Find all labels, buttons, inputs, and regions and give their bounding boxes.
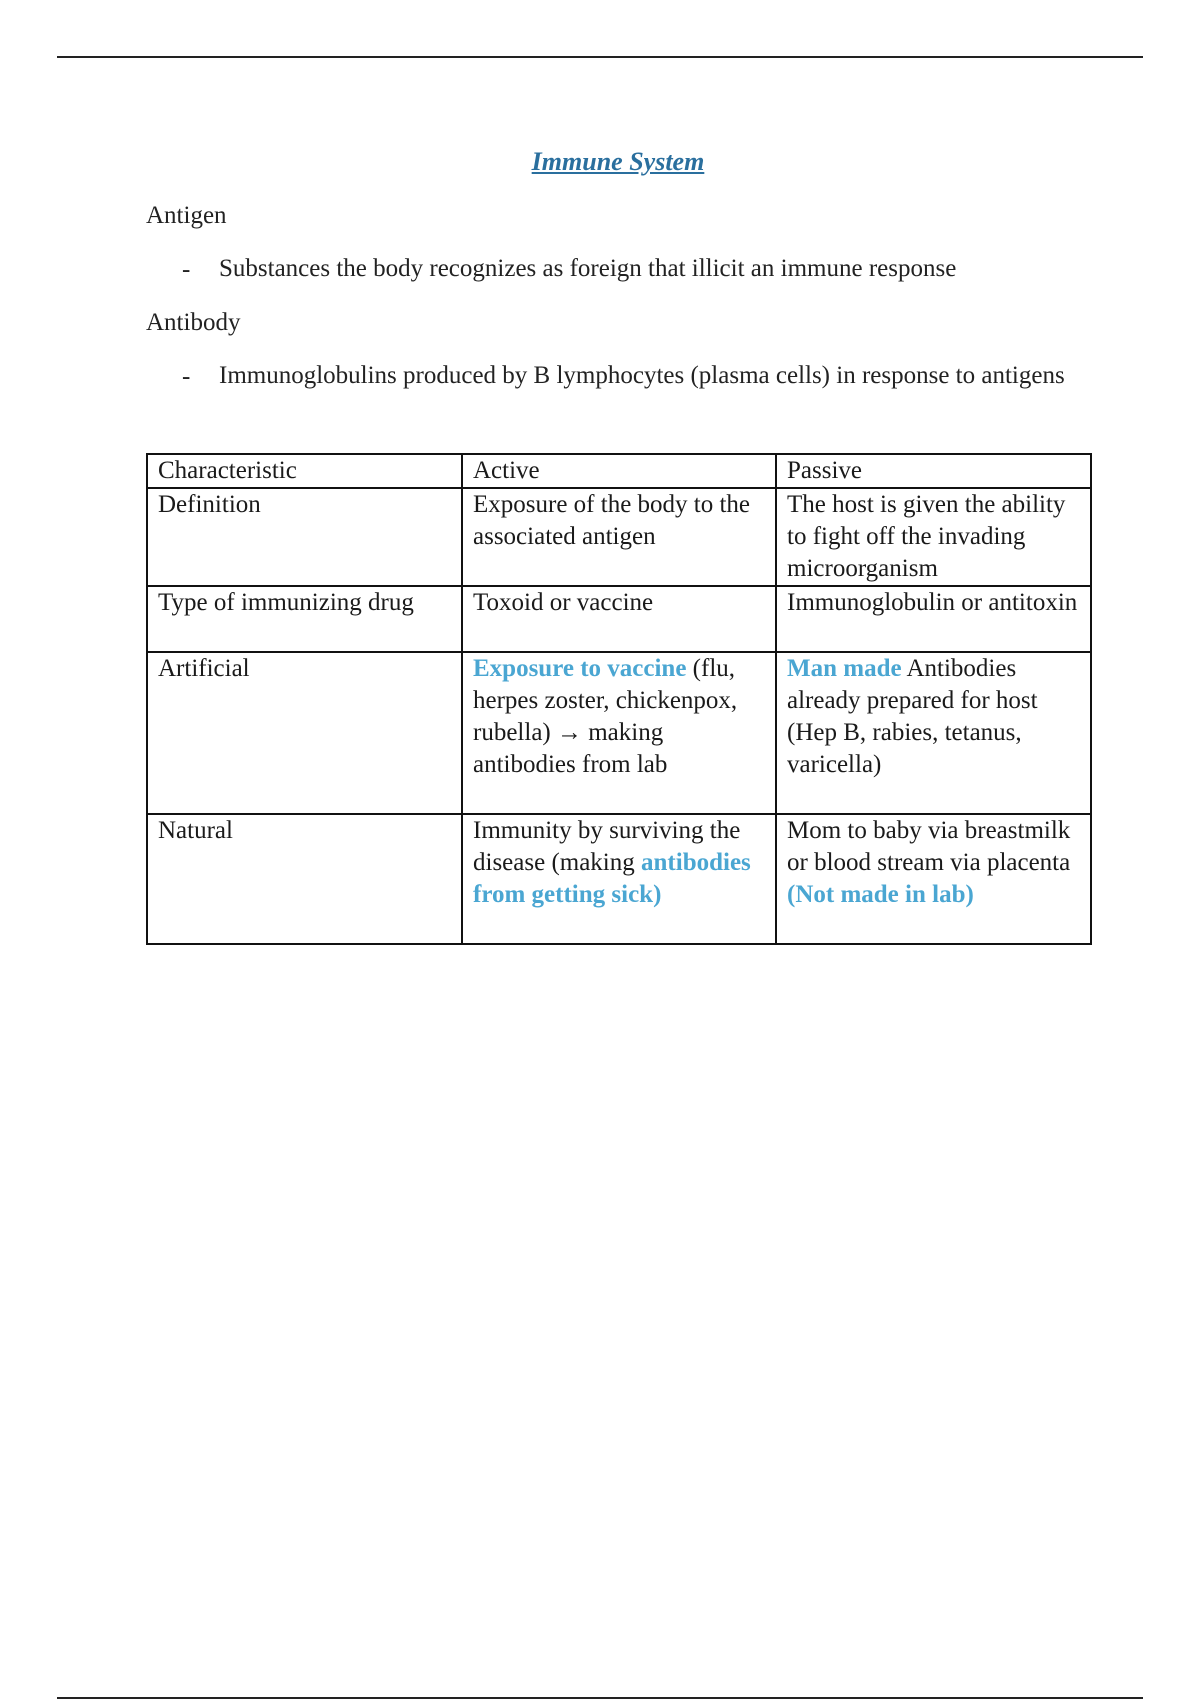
- bottom-rule: [57, 1697, 1143, 1699]
- highlight-text: (Not made in lab): [787, 881, 974, 908]
- term-antigen: Antigen: [146, 202, 227, 229]
- active-definition: Exposure of the body to the associated antigen: [462, 488, 776, 586]
- row-label-drug-type: Type of immunizing drug: [147, 586, 462, 652]
- row-label-natural: Natural: [147, 814, 462, 944]
- passive-natural: Mom to baby via breastmilk or blood stream via placenta (Not made in lab): [776, 814, 1091, 944]
- immunity-comparison-table: [146, 453, 1092, 945]
- highlight-text: Exposure to vaccine: [473, 655, 687, 682]
- highlight-text: Man made: [787, 655, 902, 682]
- term-antibody: Antibody: [146, 309, 241, 336]
- top-rule: [57, 56, 1143, 58]
- antibody-definition: Immunoglobulins produced by B lymphocytes (plasma cells) in response to antigens: [219, 362, 1065, 389]
- passive-drug-type: Immunoglobulin or antitoxin: [776, 586, 1091, 652]
- bullet-marker: -: [182, 256, 191, 283]
- active-drug-type: Toxoid or vaccine: [462, 586, 776, 652]
- row-label-artificial: Artificial: [147, 652, 462, 814]
- antigen-definition: Substances the body recognizes as foreign that illicit an immune response: [219, 255, 957, 282]
- table-row: [147, 652, 1091, 814]
- highlight-text: antibodies from getting sick): [473, 849, 751, 908]
- header-passive: Passive: [776, 454, 1091, 488]
- active-artificial: Exposure to vaccine (flu, herpes zoster, chickenpox, rubella) → making antibodies from lab: [462, 652, 776, 814]
- table-row: [147, 488, 1091, 586]
- active-natural: Immunity by surviving the disease (making antibodies from getting sick): [462, 814, 776, 944]
- header-characteristic: Characteristic: [147, 454, 462, 488]
- passive-definition: The host is given the ability to fight off the invading microorganism: [776, 488, 1091, 586]
- table-row: [147, 586, 1091, 652]
- header-active: Active: [462, 454, 776, 488]
- table-row: [147, 814, 1091, 944]
- passive-artificial: Man made Antibodies already prepared for host (Hep B, rabies, tetanus, varicella): [776, 652, 1091, 814]
- table-header-row: [147, 454, 1091, 488]
- bullet-marker: -: [182, 363, 191, 390]
- row-label-definition: Definition: [147, 488, 462, 586]
- page-title: Immune System: [531, 147, 705, 176]
